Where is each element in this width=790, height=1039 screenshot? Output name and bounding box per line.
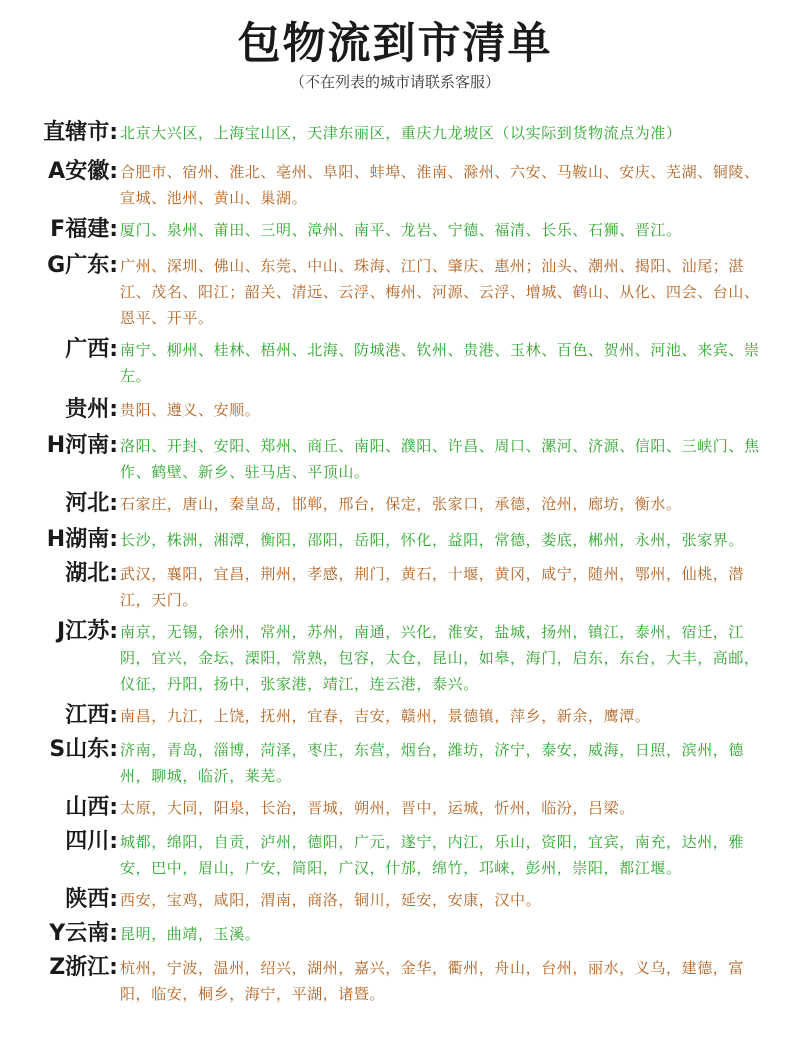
list-item: [0, 157, 790, 211]
province-label: 四川:: [65, 829, 118, 854]
list-item: [0, 793, 790, 823]
province-label: G广东:: [47, 253, 118, 278]
list-item: [0, 617, 790, 697]
city-text: 南京，无锡，徐州，常州，苏州，南通，兴化，淮安，盐城，扬州，镇江，泰州，宿迁，江阴，宜兴，金坛，溧阳，常熟，包容，太仓，昆山，如皋，海门，启东，东台，大丰，高邮，仪征，丹阳，扬中，张家港，靖江，连云港，泰兴。: [120, 623, 760, 693]
city-text: 广州、深圳、佛山、东莞、中山、珠海、江门、肇庆、惠州；汕头、潮州、揭阳、汕尾；湛江、茂名、阳江；韶关、清远、云浮、梅州、河源、云浮、增城、鹤山、从化、四会、台山、恩平、开平。: [120, 257, 760, 327]
city-text: 城都，绵阳，自贡，泸州，德阳，广元，遂宁，内江，乐山，资阳，宜宾，南充，达州，雅安，巴中，眉山，广安，简阳，广汉，什邡，绵竹，邛崃，彭州，崇阳，都江堰。: [120, 833, 745, 877]
province-label: J江苏:: [57, 619, 118, 644]
city-text: 太原，大同，阳泉，长治，晋城，朔州，晋中，运城，忻州，临汾，吕梁。: [120, 799, 635, 817]
province-label: S山东:: [49, 737, 118, 762]
province-label: H河南:: [46, 433, 118, 458]
list-item: [0, 559, 790, 613]
city-list: [0, 118, 790, 1007]
city-text: 济南，青岛，淄博，菏泽，枣庄，东营，烟台，潍坊，济宁，泰安，威海，日照，滨州，德州，聊城，临沂，莱芜。: [120, 741, 745, 785]
province-label: 山西:: [65, 795, 118, 820]
city-text: 洛阳、开封、安阳、郑州、商丘、南阳、濮阳、许昌、周口、漯河、济源、信阳、三峡门、焦作、鹤壁、新乡、驻马店、平顶山。: [120, 437, 760, 481]
province-label: Y云南:: [49, 921, 118, 946]
list-item: [0, 335, 790, 389]
province-label: 湖北:: [65, 561, 118, 586]
list-item: [0, 215, 790, 245]
list-item: [0, 118, 790, 148]
city-text: 南宁、柳州、桂林、梧州、北海、防城港、钦州、贵港、玉林、百色、贺州、河池、来宾、崇左。: [120, 341, 760, 385]
province-label: 贵州:: [65, 397, 118, 422]
province-label: 河北:: [65, 491, 118, 516]
list-item: [0, 395, 790, 425]
list-item: [0, 431, 790, 485]
province-label: Z浙江:: [49, 955, 118, 980]
list-item: [0, 953, 790, 1007]
city-text: 贵阳、遵义、安顺。: [120, 401, 261, 419]
city-text: 南昌，九江，上饶，抚州，宜春，吉安，赣州，景德镇，萍乡，新余，鹰潭。: [120, 707, 651, 725]
city-text: 厦门、泉州、莆田、三明、漳州、南平、龙岩、宁德、福清、长乐、石狮、晋江。: [120, 221, 682, 239]
list-item: [0, 919, 790, 949]
list-item: [0, 251, 790, 331]
city-text: 石家庄，唐山，秦皇岛，邯郸，邢台，保定，张家口，承德，沧州，廊坊，衡水。: [120, 495, 682, 513]
province-label: 直辖市:: [43, 120, 118, 145]
province-label: A安徽:: [48, 159, 118, 184]
list-item: [0, 885, 790, 915]
city-text: 合肥市、宿州、淮北、亳州、阜阳、蚌埠、淮南、滁州、六安、马鞍山、安庆、芜湖、铜陵、宣城、池州、黄山、巢湖。: [120, 163, 760, 207]
list-item: [0, 525, 790, 555]
page-title: 包物流到市清单: [237, 19, 553, 69]
city-text: 昆明，曲靖，玉溪。: [120, 925, 261, 943]
list-item: [0, 735, 790, 789]
list-item: [0, 827, 790, 881]
list-item: [0, 489, 790, 519]
city-text: 武汉，襄阳，宜昌，荆州，孝感，荆门，黄石，十堰，黄冈，咸宁，随州，鄂州，仙桃，潜江，天门。: [120, 565, 745, 609]
page-subtitle: （不在列表的城市请联系客服）: [289, 73, 500, 91]
province-label: H湖南:: [46, 527, 118, 552]
city-text: 北京大兴区，上海宝山区，天津东丽区，重庆九龙坡区（以实际到货物流点为准）: [120, 124, 682, 142]
province-label: F福建:: [50, 217, 118, 242]
province-label: 广西:: [65, 337, 118, 362]
city-text: 杭州，宁波，温州，绍兴，湖州，嘉兴，金华，衢州，舟山，台州，丽水，义乌，建德，富阳，临安，桐乡，海宁，平湖，诸暨。: [120, 959, 745, 1003]
province-label: 陕西:: [65, 887, 118, 912]
list-item: [0, 701, 790, 731]
city-text: 长沙，株洲，湘潭，衡阳，邵阳，岳阳，怀化，益阳，常德，娄底，郴州，永州，张家界。: [120, 531, 745, 549]
province-label: 江西:: [65, 703, 118, 728]
city-text: 西安，宝鸡，咸阳，渭南，商洛，铜川，延安，安康，汉中。: [120, 891, 542, 909]
